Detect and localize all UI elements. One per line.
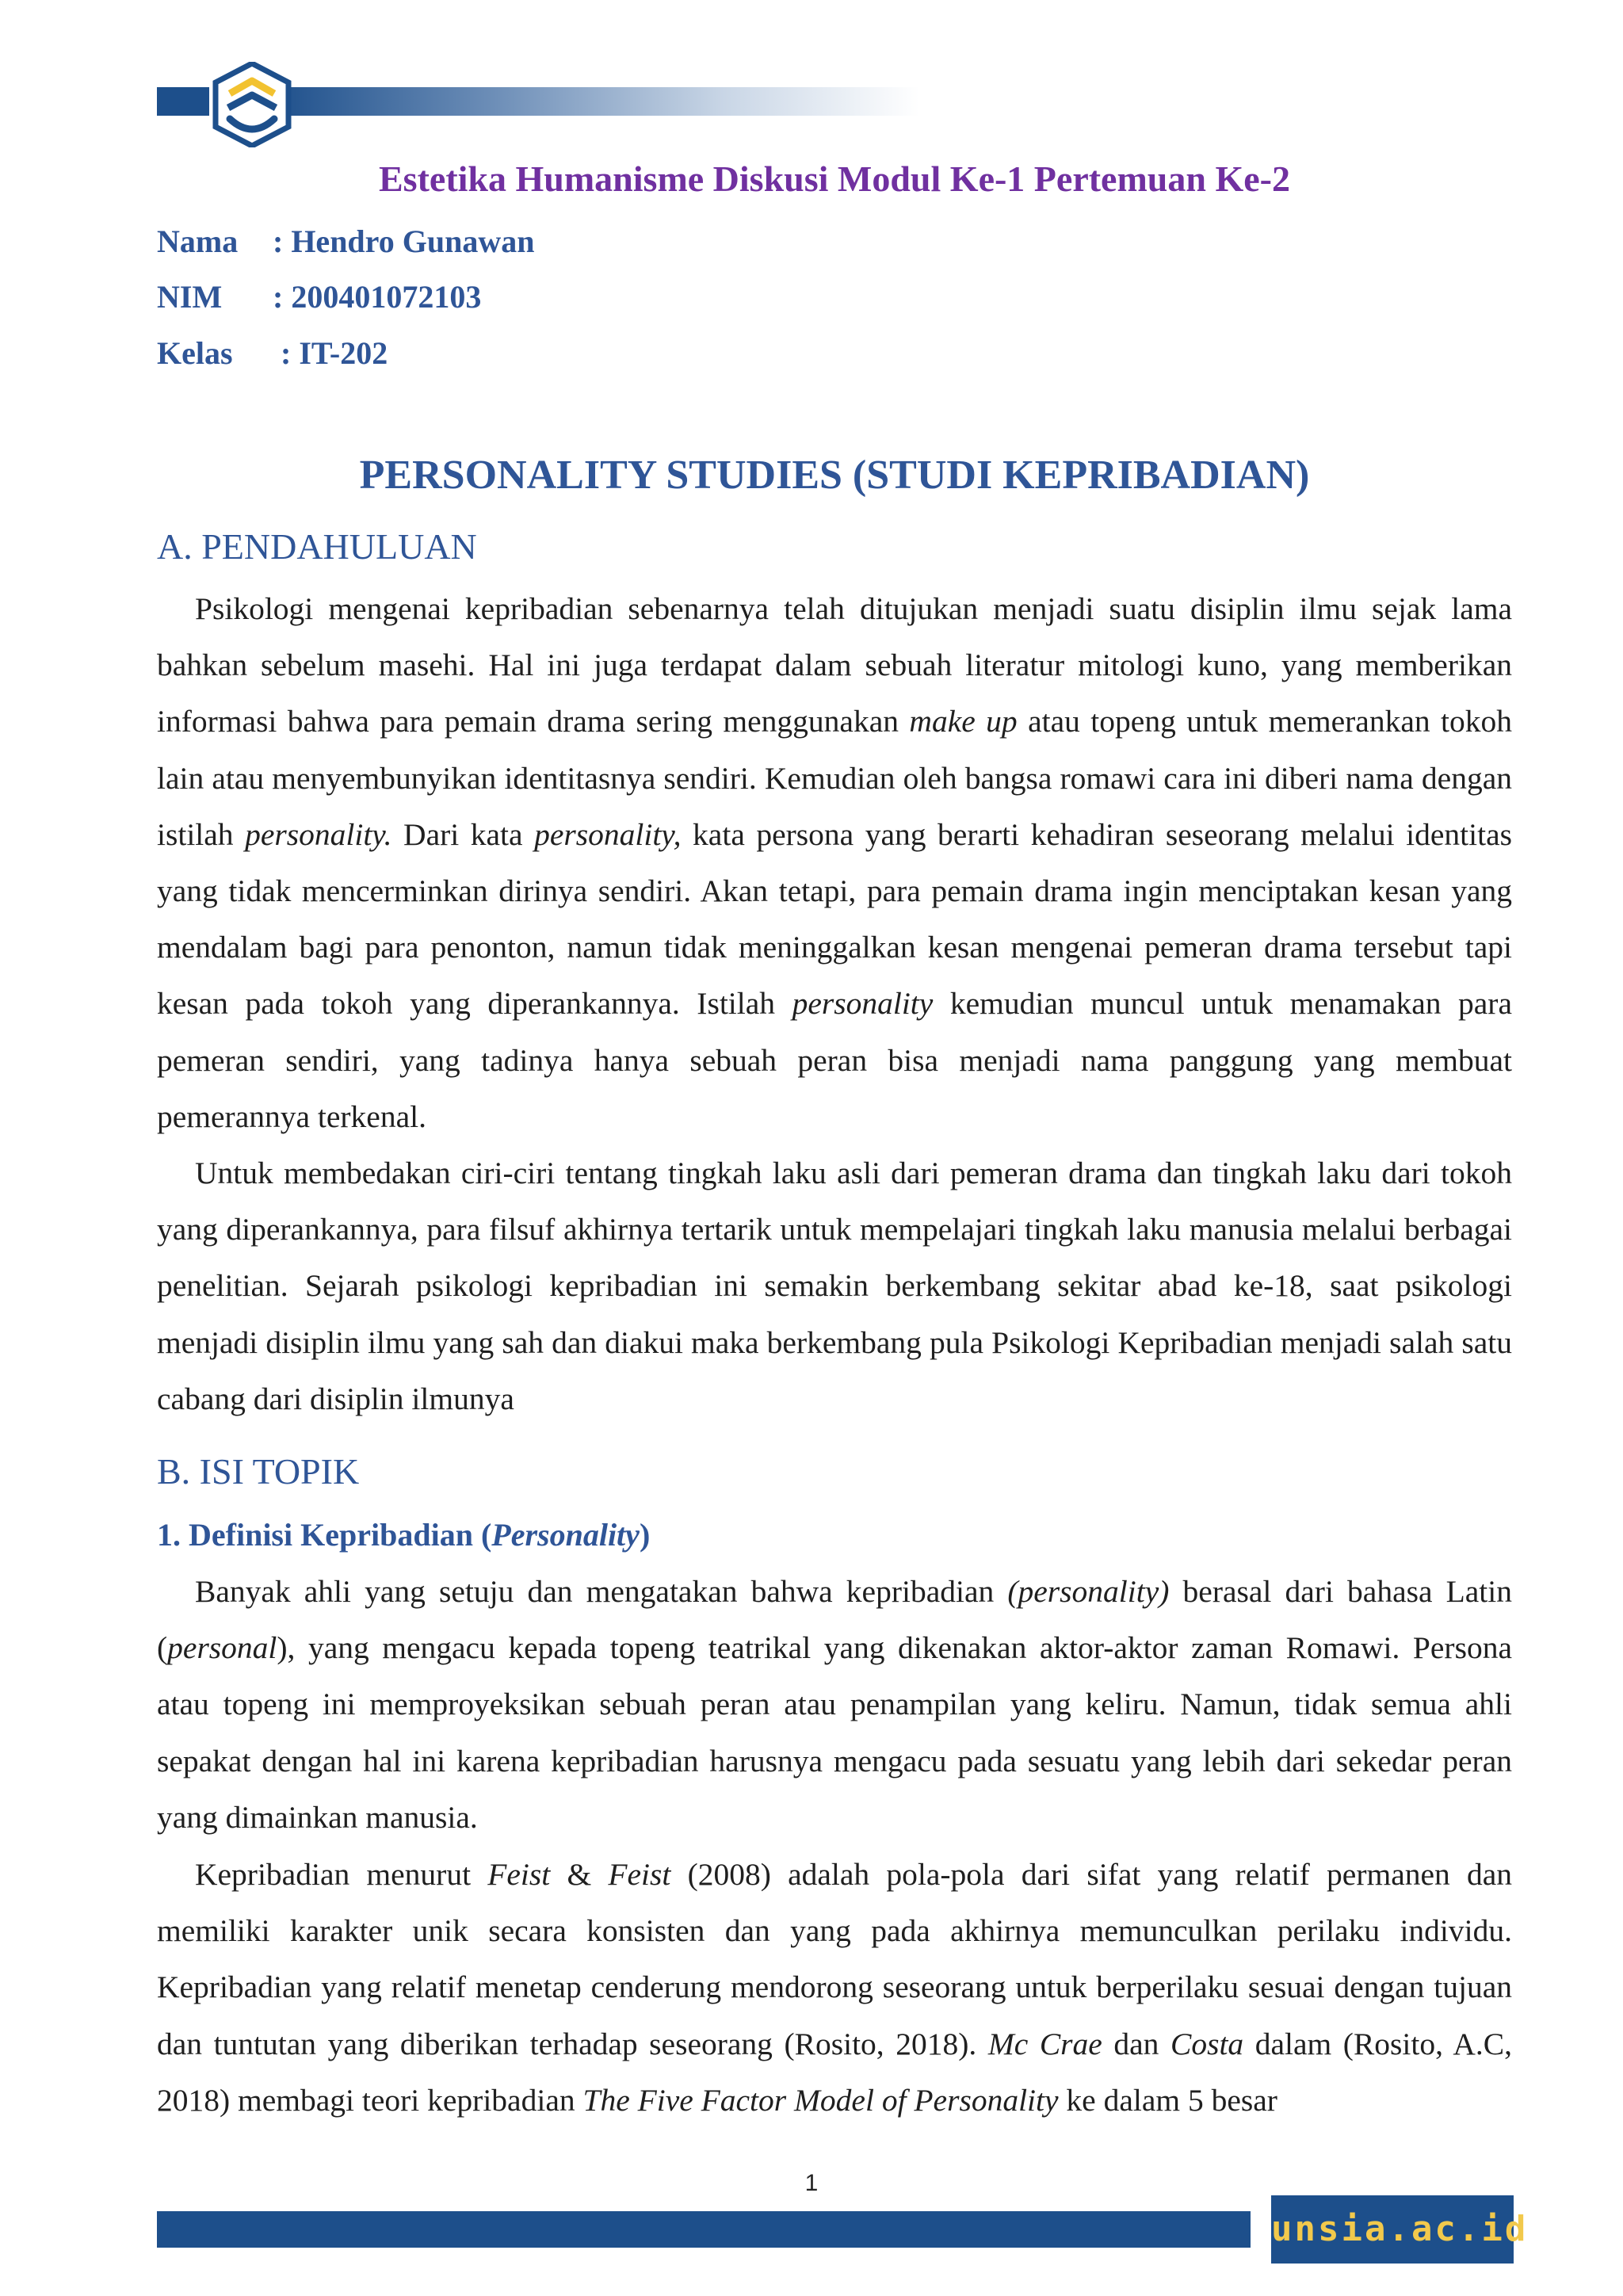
text-run: ke dalam 5 besar — [1058, 2082, 1277, 2118]
footer-bar — [157, 2211, 1251, 2248]
identity-label: Kelas — [157, 335, 233, 371]
text-run-italic: The Five Factor Model of Personality — [582, 2082, 1059, 2118]
text-run-italic: Mc Crae — [987, 2026, 1102, 2061]
text-run: dan — [1102, 2026, 1170, 2061]
text-run-italic: personal — [167, 1630, 277, 1666]
text-run-italic: make up — [909, 704, 1018, 739]
text-run: Kepribadian menurut — [195, 1857, 488, 1892]
text-run: atau topeng untuk memerankan tokoh lain atau menyembunyikan identitasnya sendiri. Kemudian oleh bangsa romawi cara ini diberi nama dengan istilah — [157, 704, 1512, 852]
text-run: ), yang mengacu kepada topeng teatrikal yang dikenakan aktor-aktor zaman Romawi. Persona atau topeng ini memproyeksikan sebuah peran atau penampilan yang keliru. Namun, tidak semua ahli sepakat dengan hal ini karena kepribadian harusnya mengacu pada sesuatu yang lebih dari sekedar peran yang dimainkan manusia. — [157, 1630, 1512, 1835]
text-run: (2008) adalah pola-pola dari sifat yang relatif permanen dan memiliki karakter unik secara konsisten dan yang pada akhirnya memunculkan perilaku individu. Kepribadian yang relatif menetap cenderung mendorong seseorang untuk berperilaku sesuai dengan tujuan dan tuntutan yang diberikan terhadap seseorang (Rosito, 2018). — [157, 1857, 1512, 2061]
identity-nim-row — [157, 277, 481, 317]
text-run-italic: Personality — [491, 1517, 640, 1553]
text-run-italic: Costa — [1170, 2026, 1244, 2061]
text-run: Banyak ahli yang setuju dan mengatakan bahwa kepribadian — [195, 1574, 1008, 1609]
paragraph-b1 — [157, 1564, 1512, 1846]
identity-label: NIM — [157, 279, 223, 315]
identity-value: : Hendro Gunawan — [273, 223, 535, 259]
text-run-italic: personality — [792, 986, 934, 1022]
identity-value: : IT-202 — [273, 335, 388, 371]
paragraph-a2: Untuk membedakan ciri-ciri tentang tingkah laku asli dari pemeran drama dan tingkah laku dari tokoh yang diperankannya, para filsuf akhirnya tertarik untuk mempelajari tingkah laku manusia melalui berbagai penelitian. Sejarah psikologi kepribadian ini semakin berkembang sekitar abad ke-18, saat psikologi menjadi disiplin ilmu yang sah dan diakui maka berkembang pula Psikologi Kepribadian menjadi salah satu cabang dari disiplin ilmunya — [157, 1156, 1512, 1416]
text-run: kemudian muncul untuk menamakan para pemeran sendiri, yang tadinya hanya sebuah peran bisa menjadi nama panggung yang membuat pemerannya terkenal. — [157, 986, 1512, 1134]
unsia-logo-icon — [212, 62, 292, 147]
subsection-heading-1 — [157, 1514, 650, 1557]
text-run-italic: personality, — [534, 816, 682, 852]
text-run-italic: Feist — [608, 1857, 671, 1892]
identity-label: Nama — [157, 223, 239, 259]
text-run-italic: personality. — [245, 816, 392, 852]
identity-kelas-row — [157, 334, 388, 373]
main-title: PERSONALITY STUDIES (STUDI KEPRIBADIAN) — [359, 453, 1310, 498]
footer-site-label: unsia.ac.id — [1271, 2195, 1514, 2264]
text-run: berasal dari bahasa Latin ( — [157, 1574, 1512, 1666]
document-header-title: Estetika Humanisme Diskusi Modul Ke-1 Pertemuan Ke-2 — [379, 159, 1290, 199]
page-number: 1 — [804, 2170, 819, 2196]
text-run: Psikologi mengenai kepribadian sebenarnya telah ditujukan menjadi suatu disiplin ilmu sejak lama bahkan sebelum masehi. Hal ini juga terdapat dalam sebuah literatur mitologi kuno, yang memberikan informasi bahwa para pemain drama sering menggunakan — [157, 591, 1512, 739]
header-bar-gradient — [269, 87, 919, 116]
section-heading-a: A. PENDAHULUAN — [157, 526, 477, 567]
section-heading-b: B. ISI TOPIK — [157, 1451, 360, 1492]
text-run: dalam (Rosito, A.C, 2018) membagi teori kepribadian — [157, 2026, 1513, 2118]
text-run: Dari kata — [391, 816, 535, 852]
header-bar-square — [157, 87, 209, 116]
text-run-italic: (personality) — [1007, 1574, 1170, 1609]
identity-value: : 200401072103 — [273, 279, 482, 315]
text-run: kata persona yang berarti kehadiran seseorang melalui identitas yang tidak mencerminkan dirinya sendiri. Akan tetapi, para pemain drama ingin menciptakan kesan yang mendalam bagi para penonton, namun tidak meninggalkan kesan mengenai pemeran drama tersebut tapi kesan pada tokoh yang diperankannya. Istilah — [157, 816, 1512, 1022]
text-run: 1. Definisi Kepribadian ( — [157, 1517, 492, 1553]
paragraph-b2 — [157, 1847, 1512, 2129]
text-run-italic: Feist — [487, 1857, 551, 1892]
identity-name-row — [157, 222, 534, 262]
paragraph-a1 — [157, 581, 1512, 1145]
text-run: & — [550, 1857, 609, 1892]
text-run: ) — [639, 1517, 651, 1553]
